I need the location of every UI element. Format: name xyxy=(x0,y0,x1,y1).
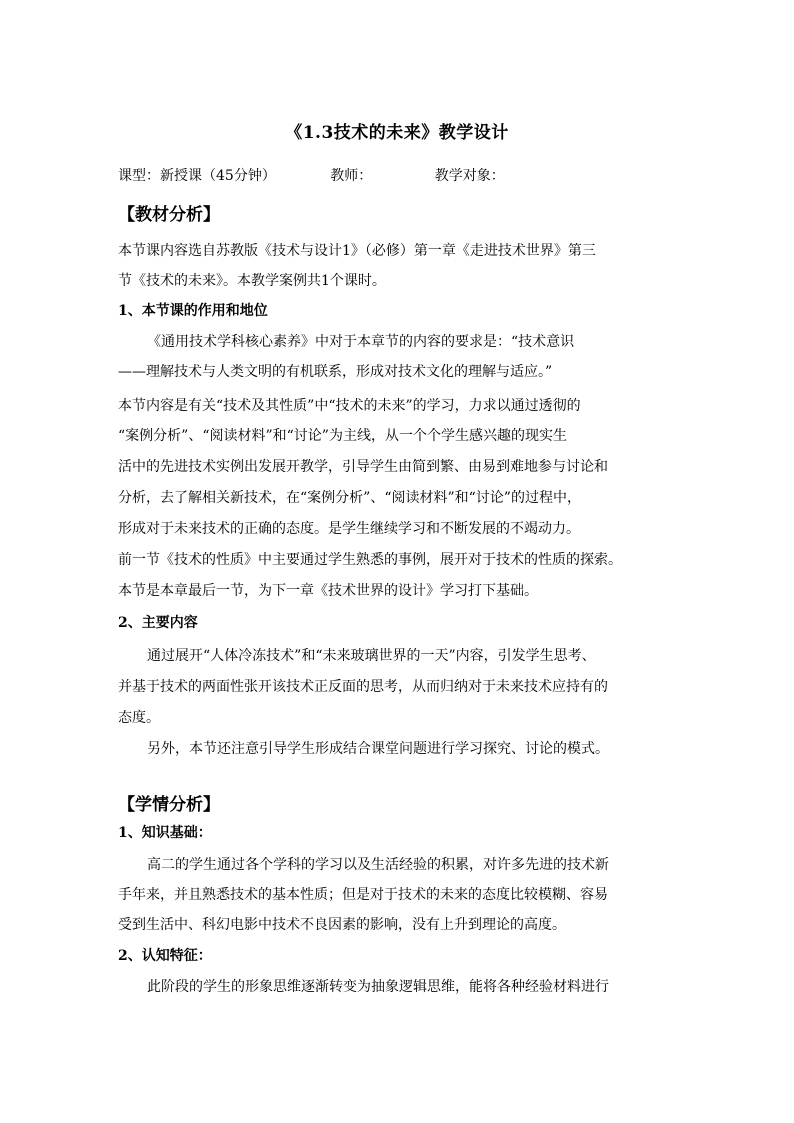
document-title: 《1.3技术的未来》教学设计 xyxy=(285,123,509,143)
paragraph-line: 并基于技术的两面性张开该技术正反面的思考，从而归纳对于未来技术应持有的 xyxy=(118,679,608,695)
paragraph-line: 通过展开“人体冷冻技术”和“未来玻璃世界的一天”内容，引发学生思考、 xyxy=(147,648,596,664)
section-heading-material-analysis: 【教材分析】 xyxy=(118,205,220,225)
lesson-type: 课型：新授课（45分钟） xyxy=(118,168,276,184)
paragraph-line: 《通用技术学科核心素养》中对于本章节的内容的要求是：“技术意识 xyxy=(147,334,575,350)
subsection-heading-main-content: 2、主要内容 xyxy=(118,615,198,631)
teacher-label: 教师： xyxy=(330,168,373,184)
paragraph-line: 前一节《技术的性质》中主要通过学生熟悉的事例，展开对于技术的性质的探索。 xyxy=(118,552,622,568)
paragraph-line: 活中的先进技术实例出发展开教学，引导学生由简到繁、由易到难地参与讨论和 xyxy=(118,459,608,475)
subsection-heading-knowledge-base: 1、知识基础： xyxy=(118,825,212,841)
paragraph-line: 此阶段的学生的形象思维逐渐转变为抽象逻辑思维，能将各种经验材料进行 xyxy=(147,979,609,995)
paragraph-line: 本节课内容选自苏教版《技术与设计1》（必修）第一章《走进技术世界》第三 xyxy=(118,243,596,259)
paragraph-line: 高二的学生通过各个学科的学习以及生活经验的积累，对许多先进的技术新 xyxy=(147,857,609,873)
subsection-heading-role: 1、本节课的作用和地位 xyxy=(118,303,268,319)
paragraph-line: 分析，去了解相关新技术，在“案例分析”、“阅读材料”和“讨论”的过程中， xyxy=(118,490,581,506)
paragraph-line: 受到生活中、科幻电影中技术不良因素的影响，没有上升到理论的高度。 xyxy=(118,917,566,933)
paragraph-line: 本节是本章最后一节，为下一章《技术世界的设计》学习打下基础。 xyxy=(118,583,538,599)
paragraph-line: 态度。 xyxy=(118,710,160,726)
paragraph-line: ——理解技术与人类文明的有机联系，形成对技术文化的理解与适应。” xyxy=(118,364,553,380)
subsection-heading-cognitive-features: 2、认知特征： xyxy=(118,948,212,964)
lesson-meta-row xyxy=(118,165,505,185)
paragraph-line: “案例分析”、“阅读材料”和“讨论”为主线，从一个个学生感兴趣的现实生 xyxy=(118,428,567,444)
paragraph-line: 形成对于未来技术的正确的态度。是学生继续学习和不断发展的不竭动力。 xyxy=(118,521,580,537)
paragraph-line: 节《技术的未来》。本教学案例共1个课时。 xyxy=(118,273,386,289)
target-label: 教学对象： xyxy=(434,168,505,184)
paragraph-line: 手年来，并且熟悉技术的基本性质；但是对于技术的未来的态度比较模糊、容易 xyxy=(118,887,608,903)
section-heading-student-analysis: 【学情分析】 xyxy=(118,795,220,815)
paragraph-line: 另外，本节还注意引导学生形成结合课堂问题进行学习探究、讨论的模式。 xyxy=(147,741,609,757)
paragraph-line: 本节内容是有关“技术及其性质”中“技术的未来”的学习，力求以通过透彻的 xyxy=(118,398,581,414)
